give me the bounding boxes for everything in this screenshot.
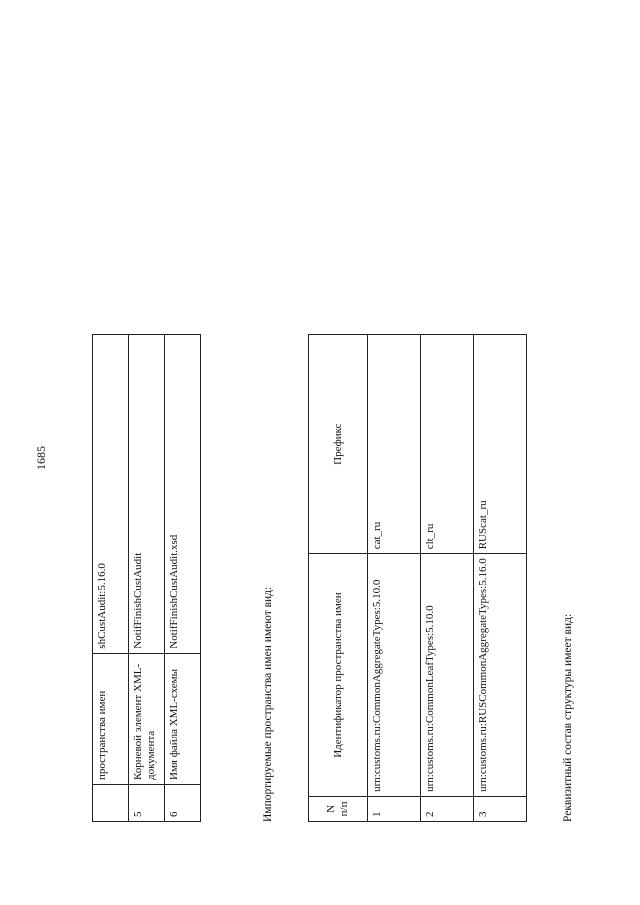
namespace-id: urn:customs.ru:CommonLeafTypes:5.10.0 <box>421 554 474 797</box>
row-number: 6 <box>165 785 201 822</box>
property-name: Имя файла XML-схемы <box>165 653 201 784</box>
imported-namespaces-table <box>308 334 527 822</box>
row-number: 3 <box>474 796 527 821</box>
structure-caption: Реквизитный состав структуры имеет вид: <box>562 613 574 822</box>
property-name: Корневой элемент XML-документа <box>129 653 165 784</box>
table-row <box>93 335 129 822</box>
row-number: 5 <box>129 785 165 822</box>
column-header-number: N п/п <box>309 796 368 821</box>
row-number <box>93 785 129 822</box>
namespace-info-table <box>92 334 201 822</box>
namespace-id: urn:customs.ru:CommonAggregateTypes:5.10.0 <box>368 554 421 797</box>
column-header-prefix: Префикс <box>309 335 368 554</box>
table-row <box>129 335 165 822</box>
property-value: shCustAudit:5.16.0 <box>93 335 129 654</box>
row-number: 2 <box>421 796 474 821</box>
page-number: 1685 <box>34 446 48 470</box>
table-row <box>474 335 527 822</box>
property-name: пространства имен <box>93 653 129 784</box>
table-row <box>165 335 201 822</box>
column-header-namespace-id: Идентификатор пространства имен <box>309 554 368 797</box>
namespace-prefix: cat_ru <box>368 335 421 554</box>
table-row <box>368 335 421 822</box>
property-value: NotifFinishCustAudit.xsd <box>165 335 201 654</box>
imported-namespaces-caption: Импортируемые пространства имен имеют вид: <box>262 586 274 822</box>
table-row <box>421 335 474 822</box>
namespace-prefix: RUScat_ru <box>474 335 527 554</box>
namespace-prefix: clt_ru <box>421 335 474 554</box>
table-header-row <box>309 335 368 822</box>
row-number: 1 <box>368 796 421 821</box>
property-value: NotifFinishCustAudit <box>129 335 165 654</box>
namespace-id: urn:customs.ru:RUSCommonAggregateTypes:5.16.0 <box>474 554 527 797</box>
